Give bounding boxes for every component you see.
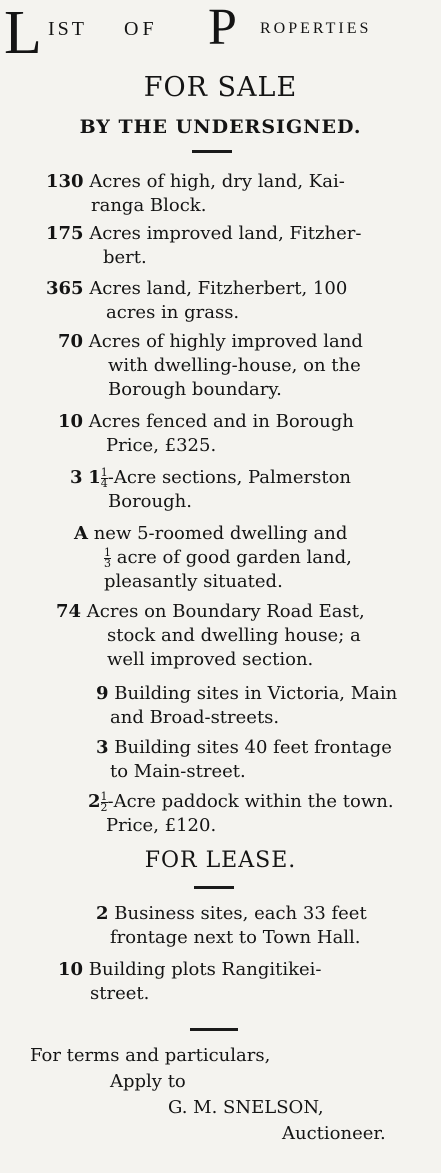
terms-line: For terms and particulars, xyxy=(30,1045,271,1066)
item-line: pleasantly situated. xyxy=(104,571,283,592)
divider-rule xyxy=(192,150,232,153)
title-roperties: ROPERTIES xyxy=(260,20,372,37)
item-qty: 3 xyxy=(96,737,109,758)
item-line: Acres improved land, Fitzher- xyxy=(89,223,362,244)
auctioneer-name: G. M. SNELSON, xyxy=(168,1097,324,1118)
item-line: Building sites in Victoria, Main xyxy=(114,683,398,704)
fraction-den: 3 xyxy=(104,556,111,570)
fraction-num: 1 xyxy=(100,789,108,803)
for-lease-heading: FOR LEASE. xyxy=(144,848,297,873)
fraction-whole: 1 xyxy=(88,467,101,488)
item-line: well improved section. xyxy=(107,649,314,670)
item-line: Price, £120. xyxy=(106,815,217,836)
divider-rule xyxy=(194,886,234,889)
fraction-den: 4 xyxy=(100,476,108,490)
item-line: Borough. xyxy=(108,491,192,512)
item-line: and Broad-streets. xyxy=(110,707,280,728)
item-line: with dwelling-house, on the xyxy=(108,355,361,376)
list-item xyxy=(46,277,347,325)
list-item xyxy=(96,736,392,784)
advert-title xyxy=(0,0,441,70)
divider-rule xyxy=(190,1028,238,1031)
item-line: to Main-street. xyxy=(110,761,246,782)
fraction-den: 2 xyxy=(100,800,108,814)
item-line: Acres land, Fitzherbert, 100 xyxy=(89,278,348,299)
item-line: Borough boundary. xyxy=(108,379,282,400)
item-qty: A xyxy=(74,523,88,544)
item-line: frontage next to Town Hall. xyxy=(110,927,361,948)
list-item xyxy=(96,902,367,950)
title-ist: IST xyxy=(48,18,87,40)
fraction-num: 1 xyxy=(100,465,108,479)
fraction-num: 1 xyxy=(104,545,111,559)
item-line: -Acre sections, Palmerston xyxy=(107,467,352,488)
list-item xyxy=(46,222,361,270)
item-qty: 3 xyxy=(70,467,83,488)
item-line: Building sites 40 feet frontage xyxy=(114,737,392,758)
fraction-glyph xyxy=(104,545,111,570)
title-initial-l: L xyxy=(4,0,42,67)
item-line: bert. xyxy=(103,247,147,268)
item-qty: 74 xyxy=(56,601,82,622)
item-line: Price, £325. xyxy=(106,435,217,456)
item-line: Acres fenced and in Borough xyxy=(88,411,354,432)
list-item xyxy=(58,330,363,402)
list-item xyxy=(70,466,351,514)
item-line: stock and dwelling house; a xyxy=(107,625,361,646)
apply-line: Apply to xyxy=(110,1071,186,1092)
item-line: Acres of highly improved land xyxy=(88,331,363,352)
fraction-glyph xyxy=(100,789,108,814)
item-qty: 2 xyxy=(88,791,101,812)
item-qty: 10 xyxy=(58,959,84,980)
auctioneer-title: Auctioneer. xyxy=(282,1123,386,1144)
list-item xyxy=(58,958,322,1006)
item-line: ranga Block. xyxy=(91,195,207,216)
by-the-undersigned: BY THE UNDERSIGNED. xyxy=(79,116,362,138)
list-item xyxy=(46,170,345,218)
item-line: street. xyxy=(90,983,150,1004)
item-line: acres in grass. xyxy=(106,302,240,323)
list-item xyxy=(74,522,352,594)
item-line: acre of good garden land, xyxy=(116,547,352,568)
list-item xyxy=(56,600,365,672)
fraction-glyph xyxy=(100,465,108,490)
title-initial-p: P xyxy=(208,0,237,56)
item-line: new 5-roomed dwelling and xyxy=(93,523,348,544)
list-item xyxy=(96,682,397,730)
item-qty: 130 xyxy=(46,171,84,192)
item-qty: 10 xyxy=(58,411,84,432)
item-qty: 365 xyxy=(46,278,84,299)
item-line: Acres of high, dry land, Kai- xyxy=(89,171,345,192)
item-line: Building plots Rangitikei- xyxy=(88,959,322,980)
title-of: OF xyxy=(124,18,158,40)
item-qty: 9 xyxy=(96,683,109,704)
item-qty: 2 xyxy=(96,903,109,924)
for-sale-heading: FOR SALE xyxy=(143,72,298,103)
item-line: Business sites, each 33 feet xyxy=(114,903,367,924)
list-item xyxy=(88,790,394,838)
item-qty: 70 xyxy=(58,331,84,352)
item-line: -Acre paddock within the town. xyxy=(107,791,394,812)
item-line: Acres on Boundary Road East, xyxy=(86,601,365,622)
item-qty: 175 xyxy=(46,223,84,244)
list-item xyxy=(58,410,354,458)
